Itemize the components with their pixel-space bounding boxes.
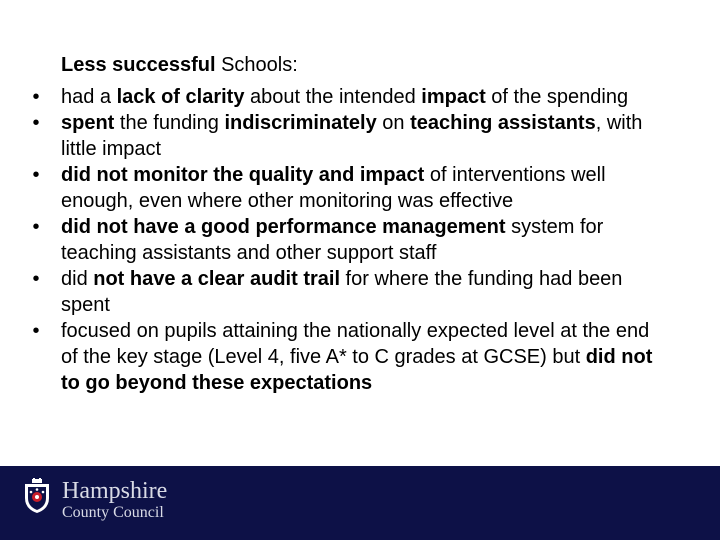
footer-bar xyxy=(0,466,720,540)
bullet-item xyxy=(0,214,661,266)
bullet-text: had a xyxy=(61,86,117,108)
bullet-item xyxy=(0,318,661,396)
bullet-dot: • xyxy=(32,86,40,108)
bullet-text: of the spending xyxy=(485,86,629,108)
logo-wordmark-line2: County Council xyxy=(62,504,164,521)
slide-heading xyxy=(61,52,298,78)
bullet-item xyxy=(0,84,661,110)
bullet-text: , with little impact xyxy=(61,112,643,160)
bullet-item xyxy=(0,266,661,318)
bullet-dot: • xyxy=(32,268,40,290)
bullet-text: system for teaching assistants and other support staff xyxy=(61,216,604,264)
heading-rest: Schools: xyxy=(215,54,298,76)
hampshire-crest-icon xyxy=(22,478,52,514)
bullet-emphasis: did not have a good performance management xyxy=(61,216,506,238)
bullet-item xyxy=(0,110,661,162)
bullet-text: about the intended xyxy=(244,86,422,108)
bullet-text: for where the funding had been spent xyxy=(61,268,623,316)
bullet-list xyxy=(0,84,720,396)
bullet-emphasis: not have a clear audit trail xyxy=(93,268,340,290)
bullet-dot: • xyxy=(32,112,40,134)
bullet-emphasis: did not monitor the quality and impact xyxy=(61,164,425,186)
bullet-dot: • xyxy=(32,164,40,186)
bullet-text: the funding xyxy=(114,112,225,134)
logo-wordmark-line1: Hampshire xyxy=(62,478,168,504)
bullet-item xyxy=(0,162,661,214)
bullet-emphasis: indiscriminately xyxy=(224,112,377,134)
bullet-text: focused on pupils attaining the nationally expected level at the end of the key stage (Level 4, five A* to C grades at GCSE) but xyxy=(61,320,650,368)
bullet-text: on xyxy=(376,112,411,134)
heading-emphasis: Less successful xyxy=(61,54,216,76)
bullet-emphasis: impact xyxy=(421,86,486,108)
bullet-dot: • xyxy=(32,320,40,342)
bullet-text: of interventions well enough, even where other monitoring was effective xyxy=(61,164,606,212)
bullet-emphasis: did not to go beyond these expectations xyxy=(61,346,653,394)
bullet-emphasis: teaching assistants xyxy=(410,112,596,134)
bullet-emphasis: spent xyxy=(61,112,115,134)
bullet-emphasis: lack of clarity xyxy=(116,86,245,108)
bullet-text: did xyxy=(61,268,94,290)
bullet-dot: • xyxy=(32,216,40,238)
